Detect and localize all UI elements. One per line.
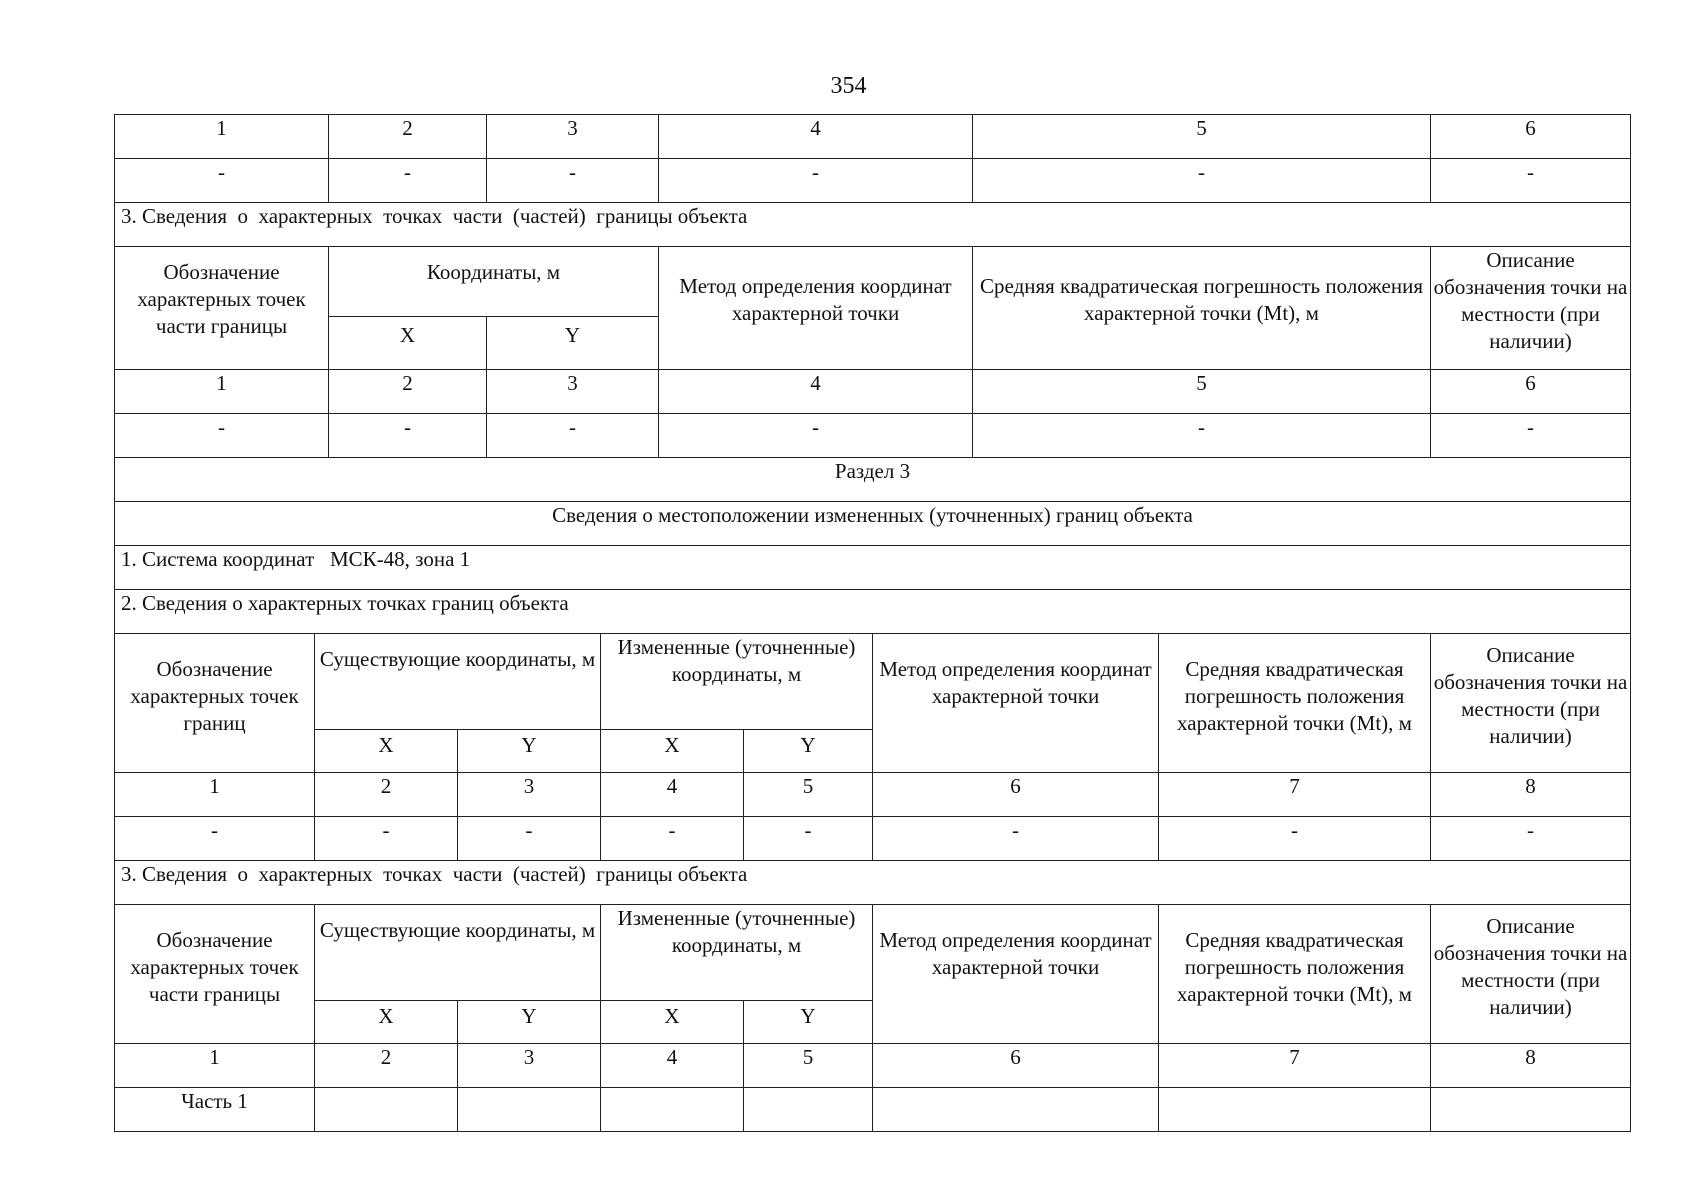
table-cell: 6 <box>1431 115 1631 159</box>
table-cell: 5 <box>744 1044 873 1088</box>
table-cell: 2 <box>329 115 487 159</box>
header-row <box>115 905 1631 1001</box>
table-cell: 1 <box>115 773 315 817</box>
table-cell: - <box>973 159 1431 203</box>
table-cell: 7 <box>1159 773 1431 817</box>
razdel-heading: Раздел 3 <box>115 458 1631 502</box>
table-cell: - <box>1159 817 1431 861</box>
table-cell: - <box>744 817 873 861</box>
razdel-row <box>115 458 1631 502</box>
column-number-row <box>115 1044 1631 1088</box>
header-changed-coordinates: Измененные (уточненные) координаты, м <box>601 905 873 1001</box>
table-cell: 5 <box>744 773 873 817</box>
table-cell: - <box>659 414 973 458</box>
table-cell: 6 <box>873 1044 1159 1088</box>
table-cell: - <box>873 817 1159 861</box>
header-error: Средняя квадратическая погрешность положения характерной точки (Mt), м <box>1159 905 1431 1044</box>
table-cell: 3 <box>458 773 601 817</box>
table-cell <box>744 1088 873 1132</box>
table-cell: 7 <box>1159 1044 1431 1088</box>
part-label: Часть 1 <box>115 1088 315 1132</box>
column-number-row <box>115 773 1631 817</box>
boundary-points-table-bottom <box>114 633 1631 1132</box>
header-y: Y <box>744 730 873 773</box>
table-cell: 8 <box>1431 773 1631 817</box>
section-title-row <box>115 203 1631 247</box>
header-x: X <box>329 317 487 370</box>
table-cell: 3 <box>487 115 659 159</box>
table-cell: - <box>115 159 329 203</box>
table-cell: 4 <box>659 115 973 159</box>
table-cell: 6 <box>873 773 1159 817</box>
table-cell: 3 <box>487 370 659 414</box>
header-y: Y <box>744 1001 873 1044</box>
table-cell: - <box>487 414 659 458</box>
section-title: 3. Сведения о характерных точках части (частей) границы объекта <box>115 203 1631 247</box>
dash-row <box>115 817 1631 861</box>
table-cell: 4 <box>601 773 744 817</box>
header-y: Y <box>458 1001 601 1044</box>
table-cell <box>315 1088 458 1132</box>
table-cell: - <box>1431 414 1631 458</box>
table-cell: 8 <box>1431 1044 1631 1088</box>
header-coordinates: Координаты, м <box>329 247 659 317</box>
header-method: Метод определения координат характерной точки <box>873 905 1159 1044</box>
dash-row <box>115 414 1631 458</box>
header-method: Метод определения координат характерной точки <box>873 634 1159 773</box>
table-cell: 1 <box>115 370 329 414</box>
table-cell: - <box>458 817 601 861</box>
header-row <box>115 247 1631 317</box>
header-existing-coordinates: Существующие координаты, м <box>315 905 601 1001</box>
header-description: Описание обозначения точки на местности (при наличии) <box>1431 634 1631 773</box>
header-x: X <box>601 730 744 773</box>
header-changed-coordinates: Измененные (уточненные) координаты, м <box>601 634 873 730</box>
header-error: Средняя квадратическая погрешность положения характерной точки (Mt), м <box>1159 634 1431 773</box>
header-point-designation: Обозначение характерных точек части границы <box>115 905 315 1044</box>
table-cell: - <box>115 414 329 458</box>
table-cell <box>1431 1088 1631 1132</box>
dash-row <box>115 159 1631 203</box>
table-cell: 2 <box>329 370 487 414</box>
table-cell <box>873 1088 1159 1132</box>
coord-system: 1. Система координат МСК-48, зона 1 <box>115 546 1631 590</box>
table-cell: 2 <box>315 773 458 817</box>
header-method: Метод определения координат характерной точки <box>659 247 973 370</box>
table-cell: 1 <box>115 115 329 159</box>
part-row <box>115 1088 1631 1132</box>
razdel-title-row <box>115 502 1631 546</box>
table-cell: - <box>659 159 973 203</box>
table-cell: - <box>329 414 487 458</box>
header-row <box>115 634 1631 730</box>
header-existing-coordinates: Существующие координаты, м <box>315 634 601 730</box>
table-cell: - <box>315 817 458 861</box>
header-x: X <box>315 730 458 773</box>
table-cell: - <box>1431 159 1631 203</box>
points-title-row <box>115 590 1631 634</box>
table-cell: - <box>1431 817 1631 861</box>
table-cell: 5 <box>973 370 1431 414</box>
column-number-row <box>115 115 1631 159</box>
header-x: X <box>601 1001 744 1044</box>
page-number: 354 <box>830 73 867 99</box>
section-title-row <box>115 861 1631 905</box>
table-cell: 4 <box>601 1044 744 1088</box>
table-cell: 2 <box>315 1044 458 1088</box>
points-title: 2. Сведения о характерных точках границ объекта <box>115 590 1631 634</box>
table-cell: 6 <box>1431 370 1631 414</box>
table-cell: 3 <box>458 1044 601 1088</box>
header-description: Описание обозначения точки на местности (при наличии) <box>1431 247 1631 370</box>
table-cell: - <box>329 159 487 203</box>
boundary-points-table-top <box>114 114 1631 634</box>
table-cell: 5 <box>973 115 1431 159</box>
table-cell: - <box>601 817 744 861</box>
header-x: X <box>315 1001 458 1044</box>
table-cell <box>458 1088 601 1132</box>
razdel-title: Сведения о местоположении измененных (уточненных) границ объекта <box>115 502 1631 546</box>
header-description: Описание обозначения точки на местности (при наличии) <box>1431 905 1631 1044</box>
column-number-row <box>115 370 1631 414</box>
header-error: Средняя квадратическая погрешность положения характерной точки (Mt), м <box>973 247 1431 370</box>
header-point-designation: Обозначение характерных точек границ <box>115 634 315 773</box>
table-cell <box>601 1088 744 1132</box>
table-cell: 1 <box>115 1044 315 1088</box>
header-point-designation: Обозначение характерных точек части границы <box>115 247 329 370</box>
header-y: Y <box>487 317 659 370</box>
coord-system-row <box>115 546 1631 590</box>
table-cell: - <box>487 159 659 203</box>
section-title: 3. Сведения о характерных точках части (частей) границы объекта <box>115 861 1631 905</box>
table-cell: - <box>115 817 315 861</box>
table-cell: - <box>973 414 1431 458</box>
table-cell: 4 <box>659 370 973 414</box>
header-y: Y <box>458 730 601 773</box>
table-cell <box>1159 1088 1431 1132</box>
